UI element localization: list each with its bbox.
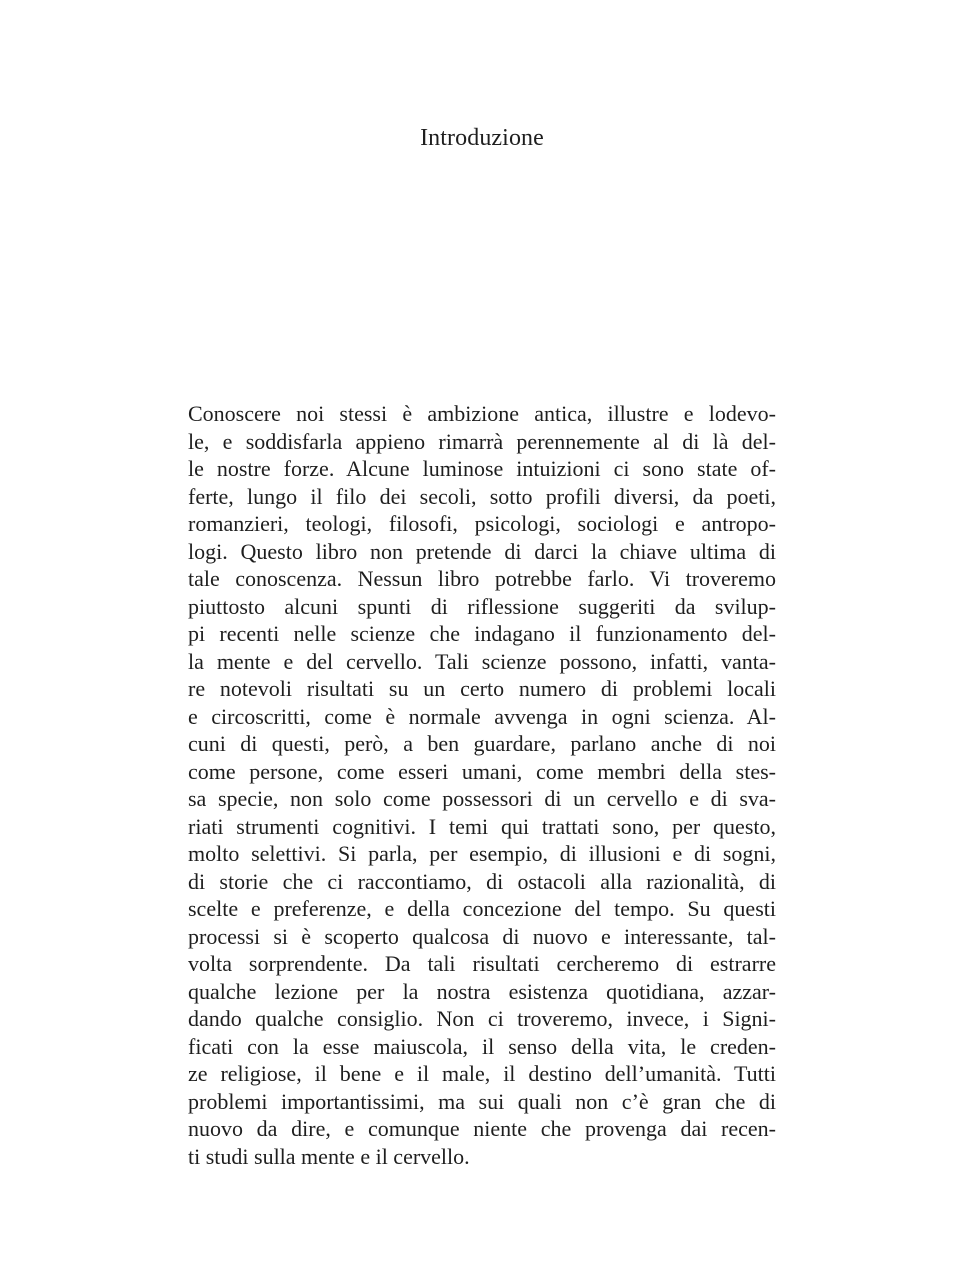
text-line: cuni di questi, però, a ben guardare, parlano anche di noi: [188, 731, 776, 756]
text-line: la mente e del cervello. Tali scienze possono, infatti, vanta-: [188, 648, 776, 674]
body-paragraph: [188, 400, 776, 1170]
text-line: romanzieri, teologi, filosofi, psicologi, sociologi e antropo-: [188, 511, 776, 536]
text-line: tale conoscenza. Nessun libro potrebbe farlo. Vi troveremo: [188, 566, 776, 591]
chapter-title: Introduzione: [420, 125, 544, 151]
text-line: piuttosto alcuni spunti di riflessione suggeriti da svilup-: [188, 593, 776, 619]
text-line: processi si è scoperto qualcosa di nuovo e interessante, tal-: [188, 923, 776, 949]
text-line: riati strumenti cognitivi. I temi qui trattati sono, per questo,: [188, 813, 776, 839]
text-line: sa specie, non solo come possessori di un cervello e di sva-: [188, 786, 776, 811]
text-line: nuovo da dire, e comunque niente che provenga dai recen-: [188, 1116, 776, 1141]
text-line: Conoscere noi stessi è ambizione antica, illustre e lodevo-: [188, 401, 776, 426]
text-line: ficati con la esse maiuscola, il senso della vita, le creden-: [188, 1033, 776, 1059]
text-line: ze religiose, il bene e il male, il destino dell’umanità. Tutti: [188, 1061, 776, 1086]
text-line: di storie che ci raccontiamo, di ostacoli alla razionalità, di: [188, 868, 776, 894]
text-line: logi. Questo libro non pretende di darci la chiave ultima di: [188, 538, 776, 564]
text-line: scelte e preferenze, e della concezione del tempo. Su questi: [188, 896, 776, 921]
text-line: pi recenti nelle scienze che indagano il funzionamento del-: [188, 621, 776, 646]
text-line: volta sorprendente. Da tali risultati cercheremo di estrarre: [188, 951, 776, 976]
text-line: le nostre forze. Alcune luminose intuizioni ci sono state of-: [188, 456, 776, 481]
text-line: le, e soddisfarla appieno rimarrà perennemente al di là del-: [188, 428, 776, 454]
text-line: re notevoli risultati su un certo numero di problemi locali: [188, 676, 776, 701]
text-line: molto selettivi. Si parla, per esempio, di illusioni e di sogni,: [188, 841, 776, 866]
text-line: e circoscritti, come è normale avvenga in ogni scienza. Al-: [188, 703, 776, 729]
text-line: dando qualche consiglio. Non ci troveremo, invece, i Signi-: [188, 1006, 776, 1031]
text-line: qualche lezione per la nostra esistenza quotidiana, azzar-: [188, 978, 776, 1004]
text-line: ti studi sulla mente e il cervello.: [188, 1143, 470, 1169]
text-line: come persone, come esseri umani, come membri della stes-: [188, 758, 776, 784]
text-line: problemi importantissimi, ma sui quali non c’è gran che di: [188, 1088, 776, 1114]
text-line: ferte, lungo il filo dei secoli, sotto profili diversi, da poeti,: [188, 483, 776, 509]
